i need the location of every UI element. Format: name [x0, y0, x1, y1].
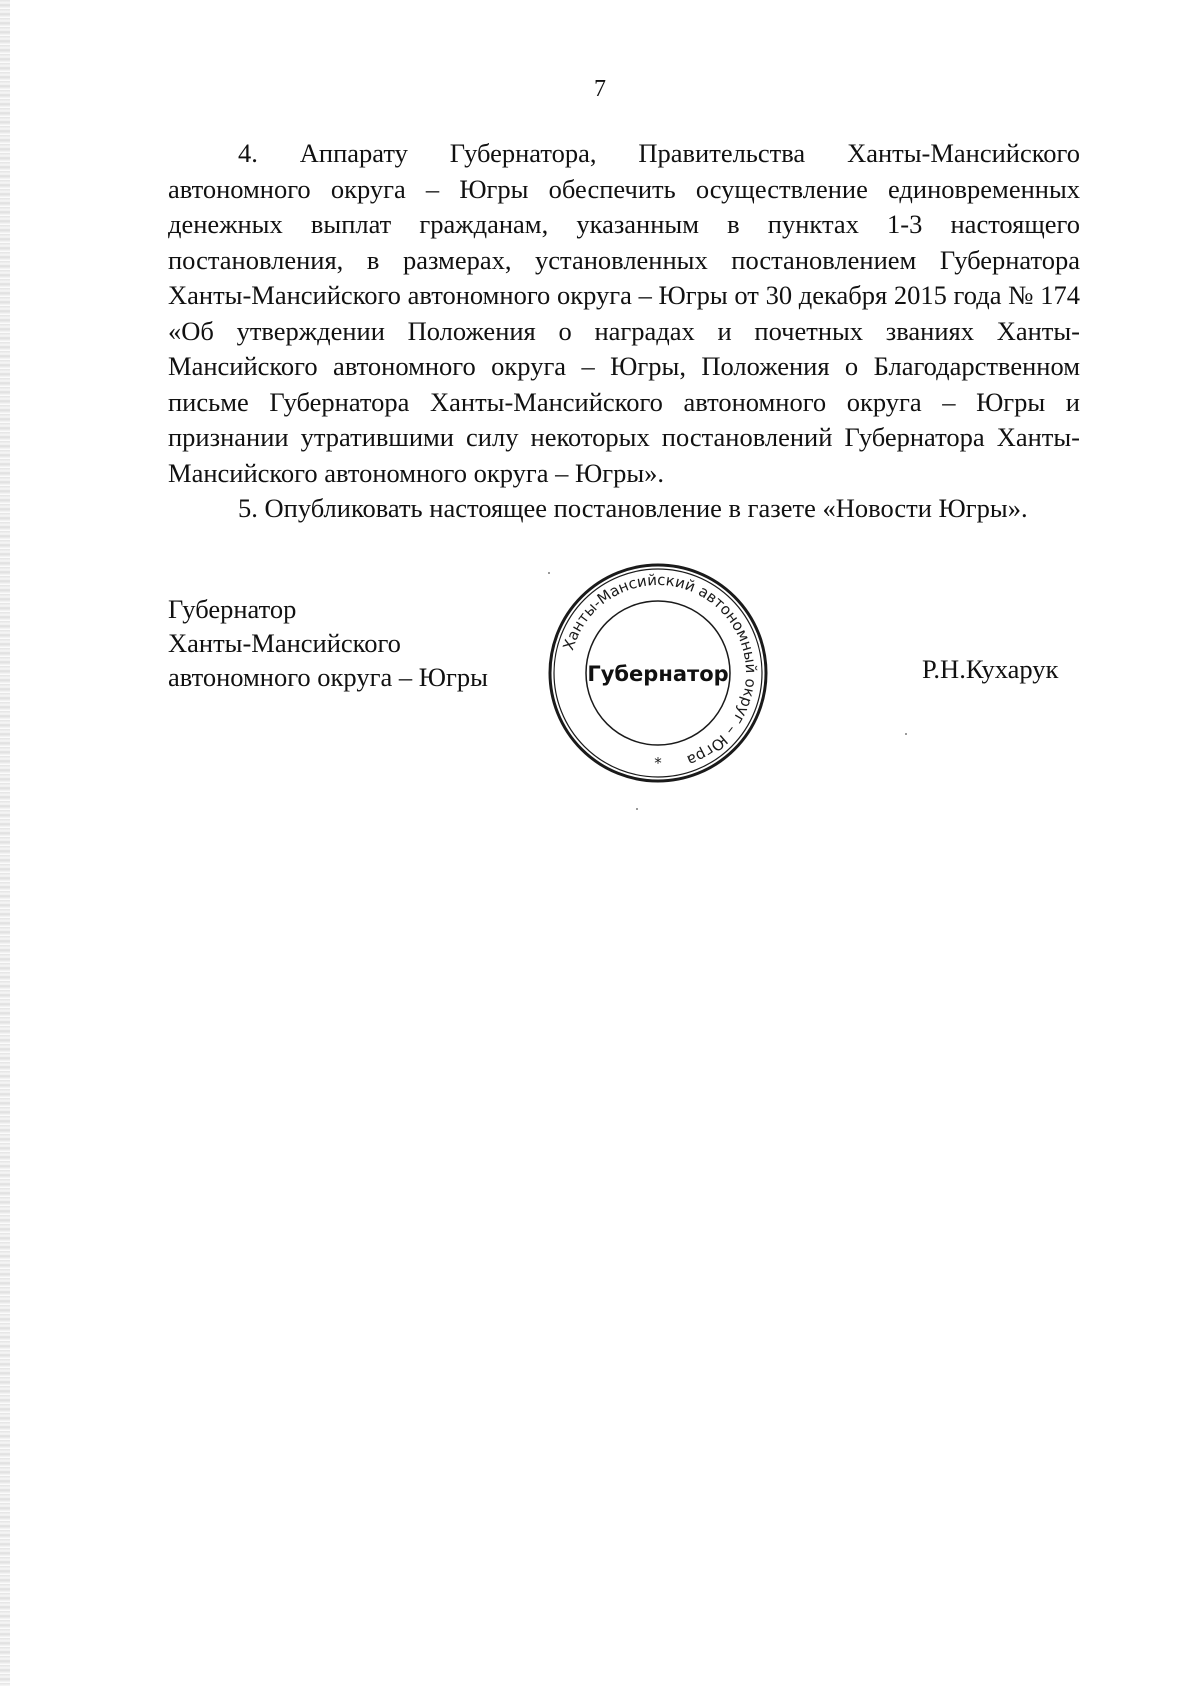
paragraph-5: 5. Опубликовать настоящее постановление в газете «Новости Югры».: [238, 493, 1028, 523]
scan-speck: [905, 733, 907, 735]
scan-speck: [548, 572, 550, 574]
scan-speck: [636, 808, 638, 810]
document-body: [168, 136, 1080, 527]
official-seal: [543, 558, 773, 788]
seal-ring-path: Ханты-Мансийский автономный округ – Югра: [559, 570, 761, 770]
signer-position-line: Губернатор: [168, 594, 297, 624]
seal-center-text: Губернатор: [587, 662, 729, 686]
paragraph-4: 4. Аппарату Губернатора, Правительства Ханты-Мансийского автономного округа – Югры обеспечить осуществление единовременных денежных выплат гражданам, указанным в пунктах 1-3 настоящего постановления, в размерах, установленных постановлением Губернатора Ханты-Мансийского автономного округа – Югры от 30 декабря 2015 года № 174 «Об утверждении Положения о наградах и почетных званиях Ханты-Мансийского автономного округа – Югры, Положения о Благодарственном письме Губернатора Ханты-Мансийского автономного округа – Югры и признании утратившими силу некоторых постановлений Губернатора Ханты-Мансийского автономного округа – Югры».: [168, 138, 1080, 488]
signer-position: [168, 592, 488, 694]
seal-star-icon: *: [654, 754, 662, 772]
page-number: 7: [594, 76, 606, 102]
seal-graphic: [543, 558, 773, 788]
signer-name: Р.Н.Кухарук: [922, 654, 1059, 684]
signer-position-line: Ханты-Мансийского: [168, 628, 401, 658]
signer-position-line: автономного округа – Югры: [168, 662, 488, 692]
scan-edge: [0, 0, 10, 1686]
